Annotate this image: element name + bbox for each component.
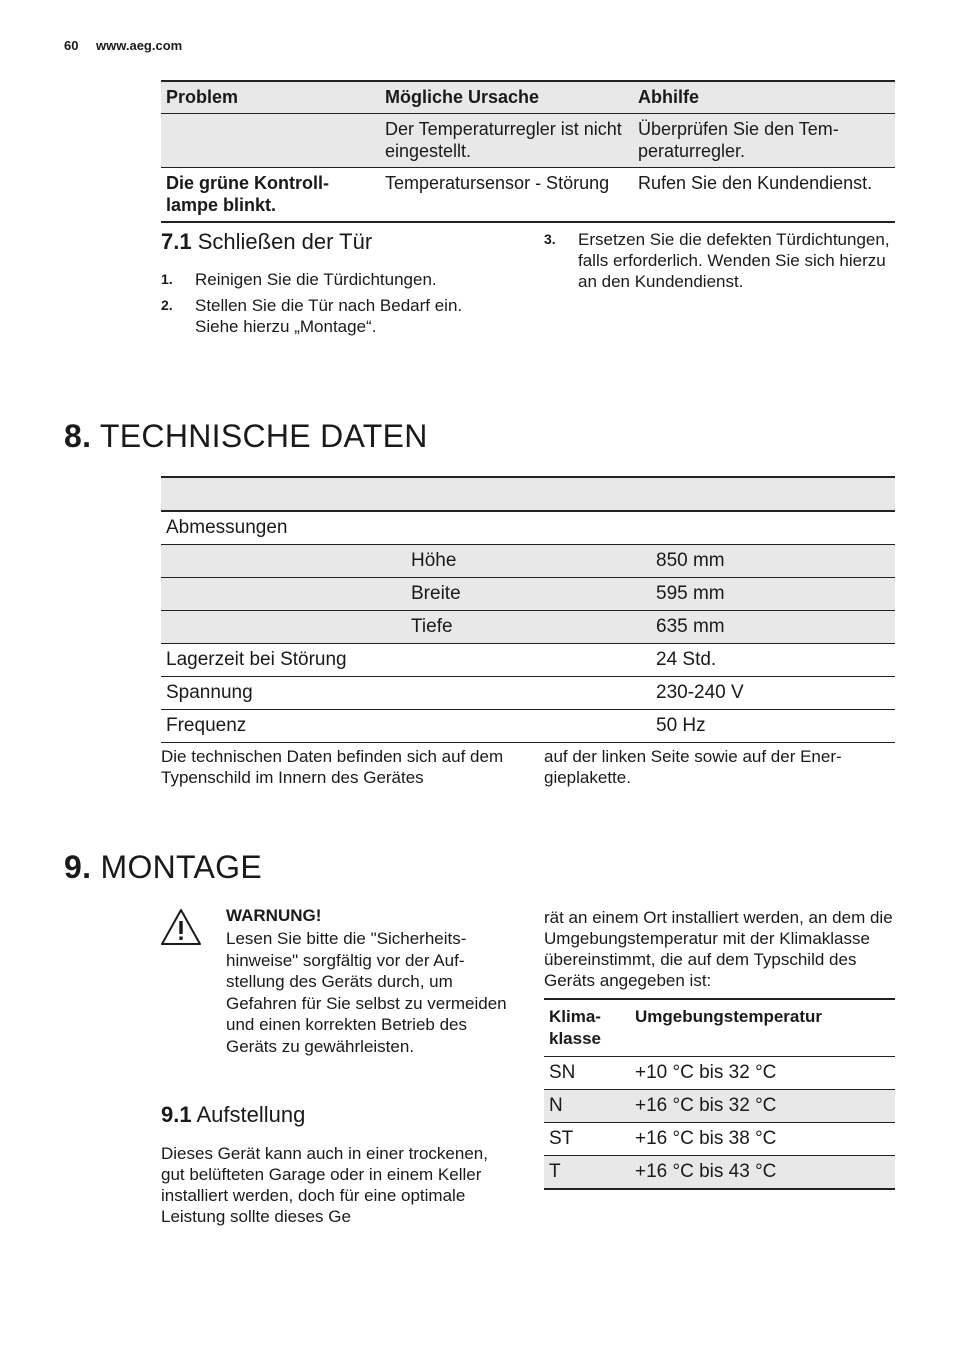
cell-temperature: +16 °C bis 38 °C <box>630 1123 895 1156</box>
cell-class: SN <box>544 1057 630 1090</box>
cell-label: Frequenz <box>161 710 406 743</box>
list-item <box>544 229 896 292</box>
table-row <box>161 545 895 578</box>
chapter-title: MONTAGE <box>100 849 263 885</box>
step-text: Ersetzen Sie die defekten Türdichtungen, falls erforderlich. Wenden Sie sich hierzu an den Kundendienst. <box>578 230 890 291</box>
cell-label: Abmessungen <box>161 511 406 545</box>
steps-list-left <box>161 269 501 337</box>
table-row <box>161 710 895 743</box>
warning-title: WARNUNG! <box>226 906 322 925</box>
cell-value: 850 mm <box>651 545 895 578</box>
climate-class-table <box>544 998 895 1190</box>
technical-data-table <box>161 476 895 743</box>
table-row <box>161 114 895 168</box>
step-number: 1. <box>161 271 173 287</box>
table-header-row <box>161 477 895 511</box>
cell-class: ST <box>544 1123 630 1156</box>
section-9-1-heading <box>161 1102 305 1128</box>
step-text: Reinigen Sie die Türdichtungen. <box>195 270 437 289</box>
cell-value: 595 mm <box>651 578 895 611</box>
installation-text-right: rät an einem Ort installiert werden, an dem die Umgebungstemperatur mit der Klimaklasse übereinstimmt, die auf dem Typschild des Geräts angegeben ist: <box>544 908 893 990</box>
cell-cause: Der Temperaturregler ist nicht eingestellt. <box>380 114 633 168</box>
section-number: 9.1 <box>161 1102 192 1127</box>
table-row <box>161 644 895 677</box>
cell-value: 635 mm <box>651 611 895 644</box>
cell-cause: Temperatursensor - Störung <box>380 168 633 223</box>
table-row <box>161 677 895 710</box>
chapter-title: TECHNISCHE DATEN <box>99 418 428 454</box>
table-row <box>544 1057 895 1090</box>
warning-text: Lesen Sie bitte die "Sicherheitshinweise" sorgfältig vor der Aufstellung des Geräts durch, um Gefahren für Sie selbst zu vermeiden und einen korrekten Betrieb des Geräts zu gewährleisten. <box>226 929 507 1056</box>
cell-temperature: +16 °C bis 32 °C <box>630 1090 895 1123</box>
cell-problem: Die grüne Kontrolllampe blinkt. <box>161 168 380 223</box>
cell-temperature: +16 °C bis 43 °C <box>630 1156 895 1190</box>
cell-class: N <box>544 1090 630 1123</box>
installation-text-left: Dieses Gerät kann auch in einer trockenen, gut belüfteten Garage oder in einem Keller installiert werden, doch für eine optimale Leistung sollte dieses Ge <box>161 1144 488 1226</box>
header-problem: Problem <box>161 81 380 114</box>
section-title: Aufstellung <box>196 1102 306 1127</box>
cell-sublabel: Breite <box>406 578 651 611</box>
step-number: 3. <box>544 231 556 247</box>
section-title: Schließen der Tür <box>197 229 373 254</box>
section-9-heading <box>64 849 262 886</box>
table-header-row <box>544 999 895 1057</box>
cell-value <box>651 511 895 545</box>
step-text: Stellen Sie die Tür nach Bedarf ein. Siehe hierzu „Montage“. <box>195 296 463 336</box>
page-number: 60 <box>64 38 79 53</box>
website-link[interactable]: www.aeg.com <box>96 38 183 53</box>
cell-label: Spannung <box>161 677 406 710</box>
cell-value: 24 Std. <box>651 644 895 677</box>
cell-label <box>161 611 406 644</box>
cell-sublabel <box>406 511 651 545</box>
cell-label <box>161 545 406 578</box>
cell-temperature: +10 °C bis 32 °C <box>630 1057 895 1090</box>
cell-sublabel <box>406 677 651 710</box>
troubleshooting-table <box>161 80 895 223</box>
section-7-1-heading <box>161 229 372 255</box>
cell-sublabel: Höhe <box>406 545 651 578</box>
header-climate-class: Klimaklasse <box>544 999 630 1057</box>
table-row <box>161 168 895 223</box>
header-cause: Mögliche Ursache <box>380 81 633 114</box>
table-row <box>544 1123 895 1156</box>
cell-sublabel: Tiefe <box>406 611 651 644</box>
header-remedy: Abhilfe <box>633 81 895 114</box>
tech-note-right: auf der linken Seite sowie auf der Energieplakette. <box>544 747 842 787</box>
warning-triangle-icon <box>160 908 202 946</box>
section-8-heading <box>64 418 428 455</box>
cell-problem <box>161 114 380 168</box>
cell-value: 50 Hz <box>651 710 895 743</box>
table-row <box>161 511 895 545</box>
table-row <box>161 611 895 644</box>
table-header-row <box>161 81 895 114</box>
list-item <box>161 295 501 337</box>
cell-sublabel <box>406 644 651 677</box>
chapter-number: 8. <box>64 418 92 454</box>
tech-note-left: Die technischen Daten befinden sich auf dem Typenschild im Innern des Gerätes <box>161 747 504 787</box>
table-row <box>544 1090 895 1123</box>
steps-list-right <box>544 229 896 292</box>
header-ambient-temperature: Umgebungstemperatur <box>630 999 895 1057</box>
section-number: 7.1 <box>161 229 192 254</box>
cell-value: 230-240 V <box>651 677 895 710</box>
table-row <box>161 578 895 611</box>
cell-class: T <box>544 1156 630 1190</box>
cell-label: Lagerzeit bei Störung <box>161 644 406 677</box>
table-row <box>544 1156 895 1190</box>
chapter-number: 9. <box>64 849 92 885</box>
step-number: 2. <box>161 297 173 313</box>
list-item <box>161 269 501 290</box>
cell-label <box>161 578 406 611</box>
cell-remedy: Überprüfen Sie den Temperaturregler. <box>633 114 895 168</box>
cell-remedy: Rufen Sie den Kundendienst. <box>633 168 895 223</box>
cell-sublabel <box>406 710 651 743</box>
